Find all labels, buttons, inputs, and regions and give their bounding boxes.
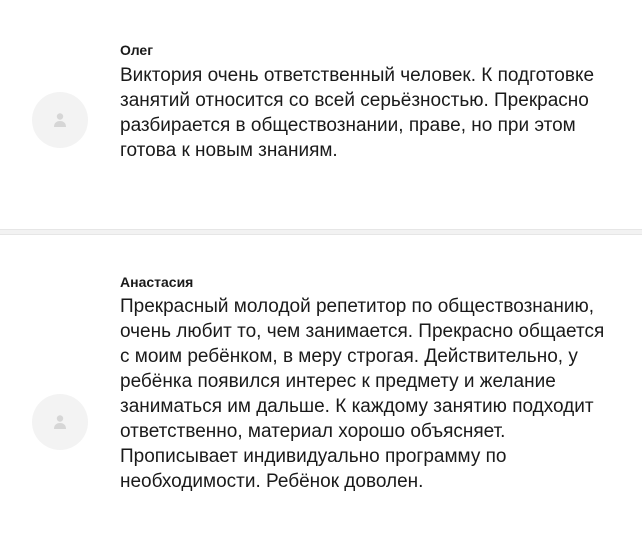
avito-logo-icon bbox=[542, 503, 564, 526]
avito-watermark bbox=[538, 498, 638, 534]
person-icon bbox=[53, 112, 67, 128]
review-card bbox=[0, 0, 642, 228]
review-card bbox=[0, 236, 642, 540]
review-text: Виктория очень ответственный человек. К подготовке занятий относится со всей серьёзностью. Прекрасно разбирается в обществознании, праве, но при этом готова к новым знаниям. bbox=[120, 65, 595, 161]
review-text: Прекрасный молодой репетитор по обществознанию, очень любит то, чем занимается. Прекрасно общается с моим ребёнком, в меру строгая. Действительно, у ребёнка появился интерес к предмету и желание заниматься им дальше. К каждому занятию подходит ответственно, материал хорошо объясняет. Прописывает индивидуально программу по необходимости. Ребёнок доволен. bbox=[120, 296, 605, 492]
review-divider bbox=[0, 229, 642, 235]
person-icon bbox=[53, 414, 67, 430]
review-author: Олег bbox=[120, 42, 154, 58]
avatar[interactable] bbox=[32, 394, 88, 450]
watermark-text: Avito bbox=[570, 506, 617, 527]
avatar[interactable] bbox=[32, 92, 88, 148]
review-author: Анастасия bbox=[120, 274, 194, 290]
